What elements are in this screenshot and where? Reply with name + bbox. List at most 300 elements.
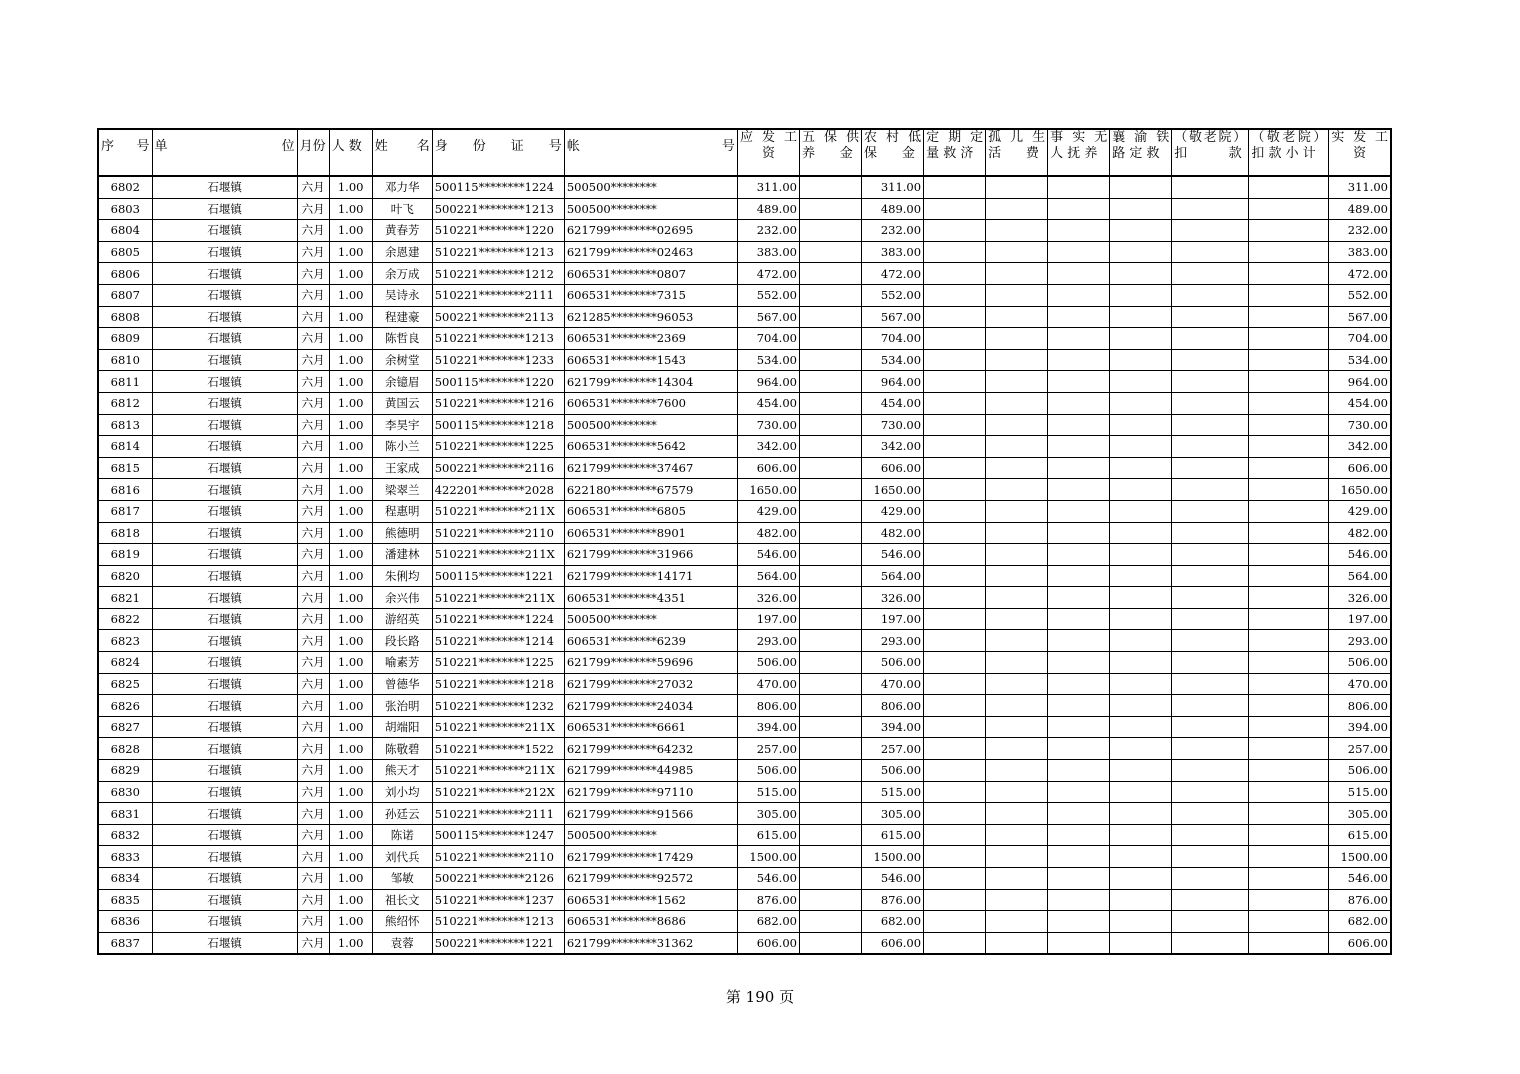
- name-cell: 陈小兰: [372, 436, 432, 458]
- orphan-cell: [986, 760, 1048, 782]
- table-row: [98, 824, 1391, 846]
- deduction-subtotal-cell: [1249, 328, 1329, 350]
- wubao-cell: [799, 198, 861, 220]
- unit-cell: 石堰镇: [152, 241, 297, 263]
- account-cell: 621799********02695: [564, 220, 737, 242]
- dibao-cell: 394.00: [862, 716, 924, 738]
- payable-cell: 342.00: [737, 436, 799, 458]
- deduction-cell: [1172, 392, 1249, 414]
- regular-aid-cell: [924, 457, 986, 479]
- deduction-subtotal-cell: [1249, 457, 1329, 479]
- railway-aid-cell: [1110, 500, 1172, 522]
- unit-cell: 石堰镇: [152, 349, 297, 371]
- net-pay-cell: 197.00: [1329, 608, 1391, 630]
- seq-cell: 6811: [98, 371, 152, 393]
- header-line-1: 农 村 低: [864, 130, 922, 145]
- account-cell: 621799********91566: [564, 803, 737, 825]
- name-cell: 袁蓉: [372, 932, 432, 954]
- unit-cell: 石堰镇: [152, 457, 297, 479]
- table-row: [98, 738, 1391, 760]
- id-cell: 510221********1214: [432, 630, 564, 652]
- dibao-cell: 615.00: [862, 824, 924, 846]
- deduction-cell: [1172, 695, 1249, 717]
- railway-aid-cell: [1110, 673, 1172, 695]
- table-row: [98, 328, 1391, 350]
- id-cell: 510221********1225: [432, 652, 564, 674]
- railway-aid-cell: [1110, 652, 1172, 674]
- count-cell: 1.00: [329, 371, 372, 393]
- orphan-cell: [986, 738, 1048, 760]
- unattended-cell: [1048, 695, 1110, 717]
- wubao-cell: [799, 500, 861, 522]
- table-row: [98, 803, 1391, 825]
- id-cell: 510221********212X: [432, 781, 564, 803]
- dibao-cell: 257.00: [862, 738, 924, 760]
- net-pay-cell: 429.00: [1329, 500, 1391, 522]
- orphan-cell: [986, 522, 1048, 544]
- table-row: [98, 652, 1391, 674]
- name-cell: 程建豪: [372, 306, 432, 328]
- table-row: [98, 176, 1391, 198]
- deduction-subtotal-cell: [1249, 781, 1329, 803]
- regular-aid-cell: [924, 608, 986, 630]
- count-cell: 1.00: [329, 911, 372, 933]
- deduction-subtotal-cell: [1249, 241, 1329, 263]
- header-line-2: 人 抚 养: [1050, 146, 1098, 161]
- table-row: [98, 760, 1391, 782]
- deduction-cell: [1172, 479, 1249, 501]
- id-cell: 500115********1218: [432, 414, 564, 436]
- wubao-cell: [799, 263, 861, 285]
- seq-cell: 6816: [98, 479, 152, 501]
- wubao-cell: [799, 436, 861, 458]
- dibao-cell: 876.00: [862, 889, 924, 911]
- header-line-1: （敬老院）: [1174, 130, 1247, 145]
- deduction-cell: [1172, 328, 1249, 350]
- seq-cell: 6834: [98, 868, 152, 890]
- unit-cell: 石堰镇: [152, 608, 297, 630]
- account-cell: 606531********6661: [564, 716, 737, 738]
- account-cell: 500500********: [564, 824, 737, 846]
- deduction-subtotal-cell: [1249, 868, 1329, 890]
- account-cell: 621799********59696: [564, 652, 737, 674]
- deduction-subtotal-cell: [1249, 500, 1329, 522]
- deduction-cell: [1172, 932, 1249, 954]
- name-cell: 余兴伟: [372, 587, 432, 609]
- seq-cell: 6826: [98, 695, 152, 717]
- net-pay-cell: 383.00: [1329, 241, 1391, 263]
- seq-cell: 6804: [98, 220, 152, 242]
- header-amount-col: [1110, 129, 1172, 176]
- account-cell: 606531********7600: [564, 392, 737, 414]
- account-cell: 606531********1562: [564, 889, 737, 911]
- deduction-subtotal-cell: [1249, 673, 1329, 695]
- payable-cell: 326.00: [737, 587, 799, 609]
- month-cell: 六月: [297, 695, 329, 717]
- count-cell: 1.00: [329, 457, 372, 479]
- railway-aid-cell: [1110, 284, 1172, 306]
- regular-aid-cell: [924, 306, 986, 328]
- payable-cell: 454.00: [737, 392, 799, 414]
- payable-cell: 876.00: [737, 889, 799, 911]
- deduction-subtotal-cell: [1249, 565, 1329, 587]
- payable-cell: 564.00: [737, 565, 799, 587]
- railway-aid-cell: [1110, 716, 1172, 738]
- dibao-cell: 606.00: [862, 457, 924, 479]
- header-line-1: 孤 儿 生: [988, 130, 1046, 145]
- payable-cell: 534.00: [737, 349, 799, 371]
- deduction-cell: [1172, 803, 1249, 825]
- month-cell: 六月: [297, 565, 329, 587]
- unattended-cell: [1048, 868, 1110, 890]
- deduction-subtotal-cell: [1249, 436, 1329, 458]
- dibao-cell: 730.00: [862, 414, 924, 436]
- header-line-2: 扣 款: [1174, 146, 1242, 161]
- dibao-cell: 197.00: [862, 608, 924, 630]
- dibao-cell: 546.00: [862, 868, 924, 890]
- header-line-1: （敬老院）: [1251, 130, 1327, 145]
- orphan-cell: [986, 414, 1048, 436]
- deduction-subtotal-cell: [1249, 630, 1329, 652]
- railway-aid-cell: [1110, 587, 1172, 609]
- orphan-cell: [986, 911, 1048, 933]
- seq-cell: 6829: [98, 760, 152, 782]
- table-row: [98, 198, 1391, 220]
- deduction-cell: [1172, 781, 1249, 803]
- account-cell: 621799********92572: [564, 868, 737, 890]
- account-cell: 621799********17429: [564, 846, 737, 868]
- net-pay-cell: 1650.00: [1329, 479, 1391, 501]
- orphan-cell: [986, 263, 1048, 285]
- account-cell: 621799********97110: [564, 781, 737, 803]
- net-pay-cell: 342.00: [1329, 436, 1391, 458]
- deduction-cell: [1172, 824, 1249, 846]
- dibao-cell: 293.00: [862, 630, 924, 652]
- wubao-cell: [799, 284, 861, 306]
- orphan-cell: [986, 500, 1048, 522]
- payable-cell: 606.00: [737, 457, 799, 479]
- payable-cell: 704.00: [737, 328, 799, 350]
- account-cell: 606531********4351: [564, 587, 737, 609]
- unit-cell: 石堰镇: [152, 824, 297, 846]
- table-row: [98, 716, 1391, 738]
- count-cell: 1.00: [329, 673, 372, 695]
- regular-aid-cell: [924, 889, 986, 911]
- unit-cell: 石堰镇: [152, 565, 297, 587]
- deduction-subtotal-cell: [1249, 846, 1329, 868]
- unattended-cell: [1048, 846, 1110, 868]
- count-cell: 1.00: [329, 608, 372, 630]
- regular-aid-cell: [924, 824, 986, 846]
- unattended-cell: [1048, 263, 1110, 285]
- table-row: [98, 565, 1391, 587]
- table-row: [98, 587, 1391, 609]
- month-cell: 六月: [297, 738, 329, 760]
- unattended-cell: [1048, 371, 1110, 393]
- header-id-part: 份: [472, 139, 486, 154]
- unattended-cell: [1048, 349, 1110, 371]
- regular-aid-cell: [924, 176, 986, 198]
- railway-aid-cell: [1110, 911, 1172, 933]
- id-cell: 510221********2110: [432, 522, 564, 544]
- account-cell: 500500********: [564, 176, 737, 198]
- header-unit: [152, 129, 297, 176]
- seq-cell: 6821: [98, 587, 152, 609]
- regular-aid-cell: [924, 479, 986, 501]
- seq-cell: 6832: [98, 824, 152, 846]
- deduction-subtotal-cell: [1249, 911, 1329, 933]
- month-cell: 六月: [297, 932, 329, 954]
- name-cell: 黄春芳: [372, 220, 432, 242]
- payable-cell: 293.00: [737, 630, 799, 652]
- unit-cell: 石堰镇: [152, 371, 297, 393]
- unit-cell: 石堰镇: [152, 695, 297, 717]
- header-id-part: 身: [434, 139, 448, 154]
- account-cell: 621799********27032: [564, 673, 737, 695]
- payable-cell: 394.00: [737, 716, 799, 738]
- dibao-cell: 1500.00: [862, 846, 924, 868]
- seq-cell: 6820: [98, 565, 152, 587]
- account-cell: 606531********1543: [564, 349, 737, 371]
- account-cell: 621799********31362: [564, 932, 737, 954]
- count-cell: 1.00: [329, 846, 372, 868]
- name-cell: 王家成: [372, 457, 432, 479]
- deduction-cell: [1172, 738, 1249, 760]
- month-cell: 六月: [297, 349, 329, 371]
- payroll-table: [97, 128, 1392, 955]
- orphan-cell: [986, 868, 1048, 890]
- table-row: [98, 932, 1391, 954]
- month-cell: 六月: [297, 414, 329, 436]
- table-row: [98, 284, 1391, 306]
- header-line-2: 养 金: [801, 146, 853, 161]
- unattended-cell: [1048, 587, 1110, 609]
- dibao-cell: 704.00: [862, 328, 924, 350]
- name-cell: 祖长文: [372, 889, 432, 911]
- deduction-subtotal-cell: [1249, 587, 1329, 609]
- deduction-subtotal-cell: [1249, 220, 1329, 242]
- regular-aid-cell: [924, 436, 986, 458]
- header-amount-col: [737, 129, 799, 176]
- seq-cell: 6810: [98, 349, 152, 371]
- month-cell: 六月: [297, 457, 329, 479]
- deduction-cell: [1172, 306, 1249, 328]
- deduction-cell: [1172, 630, 1249, 652]
- orphan-cell: [986, 479, 1048, 501]
- railway-aid-cell: [1110, 608, 1172, 630]
- wubao-cell: [799, 824, 861, 846]
- unattended-cell: [1048, 781, 1110, 803]
- count-cell: 1.00: [329, 652, 372, 674]
- regular-aid-cell: [924, 868, 986, 890]
- unattended-cell: [1048, 630, 1110, 652]
- account-cell: 500500********: [564, 608, 737, 630]
- unattended-cell: [1048, 436, 1110, 458]
- unit-cell: 石堰镇: [152, 868, 297, 890]
- name-cell: 胡端阳: [372, 716, 432, 738]
- name-cell: 熊德明: [372, 522, 432, 544]
- count-cell: 1.00: [329, 414, 372, 436]
- seq-cell: 6825: [98, 673, 152, 695]
- orphan-cell: [986, 544, 1048, 566]
- table-row: [98, 911, 1391, 933]
- table-row: [98, 695, 1391, 717]
- unattended-cell: [1048, 803, 1110, 825]
- count-cell: 1.00: [329, 220, 372, 242]
- id-cell: 510221********1522: [432, 738, 564, 760]
- orphan-cell: [986, 220, 1048, 242]
- seq-cell: 6803: [98, 198, 152, 220]
- payable-cell: 470.00: [737, 673, 799, 695]
- dibao-cell: 964.00: [862, 371, 924, 393]
- regular-aid-cell: [924, 198, 986, 220]
- id-cell: 500115********1247: [432, 824, 564, 846]
- count-cell: 1.00: [329, 522, 372, 544]
- table-row: [98, 544, 1391, 566]
- wubao-cell: [799, 932, 861, 954]
- orphan-cell: [986, 673, 1048, 695]
- payable-cell: 482.00: [737, 522, 799, 544]
- payable-cell: 546.00: [737, 544, 799, 566]
- month-cell: 六月: [297, 608, 329, 630]
- deduction-cell: [1172, 565, 1249, 587]
- account-cell: 606531********8901: [564, 522, 737, 544]
- orphan-cell: [986, 349, 1048, 371]
- dibao-cell: 606.00: [862, 932, 924, 954]
- regular-aid-cell: [924, 522, 986, 544]
- name-cell: 梁翠兰: [372, 479, 432, 501]
- seq-cell: 6819: [98, 544, 152, 566]
- month-cell: 六月: [297, 328, 329, 350]
- payable-cell: 552.00: [737, 284, 799, 306]
- id-cell: 422201********2028: [432, 479, 564, 501]
- deduction-subtotal-cell: [1249, 932, 1329, 954]
- seq-cell: 6822: [98, 608, 152, 630]
- railway-aid-cell: [1110, 479, 1172, 501]
- dibao-cell: 489.00: [862, 198, 924, 220]
- count-cell: 1.00: [329, 479, 372, 501]
- wubao-cell: [799, 695, 861, 717]
- name-cell: 吴诗永: [372, 284, 432, 306]
- unattended-cell: [1048, 716, 1110, 738]
- month-cell: 六月: [297, 284, 329, 306]
- dibao-cell: 515.00: [862, 781, 924, 803]
- name-cell: 熊天才: [372, 760, 432, 782]
- count-cell: 1.00: [329, 241, 372, 263]
- regular-aid-cell: [924, 392, 986, 414]
- regular-aid-cell: [924, 652, 986, 674]
- orphan-cell: [986, 716, 1048, 738]
- unit-cell: 石堰镇: [152, 911, 297, 933]
- name-cell: 余万成: [372, 263, 432, 285]
- name-cell: 程惠明: [372, 500, 432, 522]
- railway-aid-cell: [1110, 889, 1172, 911]
- unit-cell: 石堰镇: [152, 500, 297, 522]
- account-cell: 606531********6239: [564, 630, 737, 652]
- net-pay-cell: 489.00: [1329, 198, 1391, 220]
- deduction-cell: [1172, 176, 1249, 198]
- unattended-cell: [1048, 522, 1110, 544]
- seq-cell: 6831: [98, 803, 152, 825]
- deduction-subtotal-cell: [1249, 371, 1329, 393]
- wubao-cell: [799, 781, 861, 803]
- wubao-cell: [799, 760, 861, 782]
- net-pay-cell: 704.00: [1329, 328, 1391, 350]
- deduction-subtotal-cell: [1249, 544, 1329, 566]
- header-name: [372, 129, 432, 176]
- account-cell: 606531********6805: [564, 500, 737, 522]
- net-pay-cell: 482.00: [1329, 522, 1391, 544]
- unattended-cell: [1048, 176, 1110, 198]
- net-pay-cell: 567.00: [1329, 306, 1391, 328]
- wubao-cell: [799, 479, 861, 501]
- orphan-cell: [986, 608, 1048, 630]
- header-amount-col: [1048, 129, 1110, 176]
- count-cell: 1.00: [329, 781, 372, 803]
- deduction-cell: [1172, 263, 1249, 285]
- header-seq-part: 号: [136, 139, 150, 154]
- seq-cell: 6823: [98, 630, 152, 652]
- count-cell: 1.00: [329, 198, 372, 220]
- orphan-cell: [986, 803, 1048, 825]
- count-cell: 1.00: [329, 436, 372, 458]
- id-cell: 500221********1213: [432, 198, 564, 220]
- unattended-cell: [1048, 652, 1110, 674]
- table-row: [98, 241, 1391, 263]
- name-cell: 段长路: [372, 630, 432, 652]
- header-line-1: 定 期 定: [926, 130, 984, 145]
- regular-aid-cell: [924, 630, 986, 652]
- wubao-cell: [799, 587, 861, 609]
- count-cell: 1.00: [329, 803, 372, 825]
- account-cell: 606531********5642: [564, 436, 737, 458]
- unit-cell: 石堰镇: [152, 846, 297, 868]
- railway-aid-cell: [1110, 760, 1172, 782]
- month-cell: 六月: [297, 306, 329, 328]
- railway-aid-cell: [1110, 544, 1172, 566]
- month-cell: 六月: [297, 716, 329, 738]
- header-line-1: 五 保 供: [801, 130, 860, 145]
- id-cell: 500115********1221: [432, 565, 564, 587]
- net-pay-cell: 682.00: [1329, 911, 1391, 933]
- header-line-2: 活 费: [988, 146, 1039, 161]
- deduction-cell: [1172, 241, 1249, 263]
- table-row: [98, 263, 1391, 285]
- payable-cell: 472.00: [737, 263, 799, 285]
- orphan-cell: [986, 176, 1048, 198]
- dibao-cell: 311.00: [862, 176, 924, 198]
- name-cell: 邓力华: [372, 176, 432, 198]
- id-cell: 510221********211X: [432, 760, 564, 782]
- count-cell: 1.00: [329, 392, 372, 414]
- name-cell: 熊绍怀: [372, 911, 432, 933]
- header-amount-col: [1172, 129, 1249, 176]
- regular-aid-cell: [924, 911, 986, 933]
- deduction-subtotal-cell: [1249, 608, 1329, 630]
- month-cell: 六月: [297, 587, 329, 609]
- name-cell: 陈哲良: [372, 328, 432, 350]
- unit-cell: 石堰镇: [152, 176, 297, 198]
- net-pay-cell: 730.00: [1329, 414, 1391, 436]
- header-count: 人 数: [329, 129, 372, 176]
- net-pay-cell: 606.00: [1329, 457, 1391, 479]
- account-cell: 621799********14304: [564, 371, 737, 393]
- unit-cell: 石堰镇: [152, 652, 297, 674]
- table-row: [98, 868, 1391, 890]
- name-cell: 余树堂: [372, 349, 432, 371]
- orphan-cell: [986, 695, 1048, 717]
- account-cell: 500500********: [564, 198, 737, 220]
